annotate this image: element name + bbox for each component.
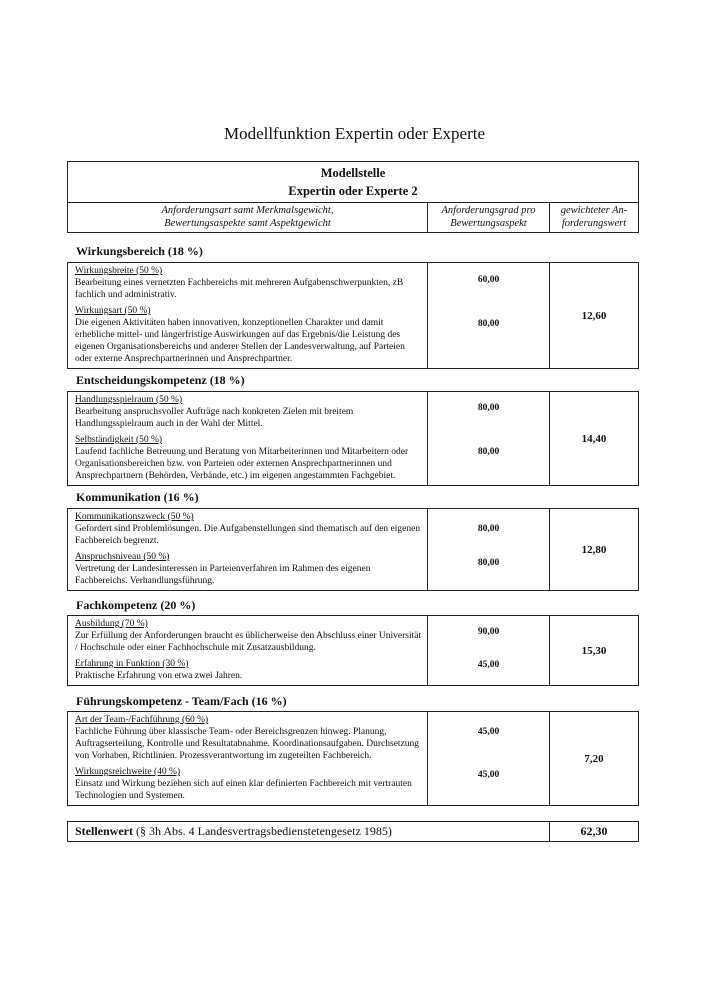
section-table-wirkungsbereich xyxy=(67,262,639,369)
criterion-name: Selbständigkeit (50 %) xyxy=(75,435,163,445)
criteria-cell xyxy=(68,509,428,591)
section-table-entscheidungskompetenz xyxy=(67,391,639,486)
criterion-name: Wirkungsart (50 %) xyxy=(75,306,151,316)
criterion-text: Fachliche Führung über klassische Team- oder Bereichsgrenzen hinweg. Planung, Auftragserteilung, Kontrolle und Resultatabnahme. Koordinationsaufgaben. Durchsetzung von Vorhaben, Richtlinien. Prozessverantwortung im zugeteilten Fachbereich. xyxy=(75,727,420,761)
grade-cell xyxy=(428,616,550,686)
header-title-cell xyxy=(68,162,639,203)
page-title: Modellfunktion Expertin oder Experte xyxy=(223,124,486,143)
criterion-item xyxy=(75,618,423,654)
total-table xyxy=(67,821,639,842)
grade-value: 45,00 xyxy=(477,660,500,670)
section-table-kommunikation xyxy=(67,508,639,591)
total-reference: (§ 3h Abs. 4 Landesvertragsbedienstetengesetz 1985) xyxy=(135,824,392,838)
criterion-item xyxy=(75,511,423,547)
criterion-item xyxy=(75,265,423,301)
criterion-text: Vertretung der Landesinteressen in Parteienverfahren im Rahmen des eigenen Fachbereichs. Verhandlungsführung. xyxy=(75,564,371,586)
criterion-item xyxy=(75,305,423,365)
section-heading-fachkompetenz: Fachkompetenz (20 %) xyxy=(76,598,196,612)
grade-cell xyxy=(428,263,550,369)
criteria-cell xyxy=(68,616,428,686)
section-heading-wirkungsbereich: Wirkungsbereich (18 %) xyxy=(76,244,203,258)
criterion-text: Bearbeitung eines vernetzten Fachbereichs mit mehreren Aufgabenschwerpunkten, zB fachlich und administrativ. xyxy=(75,278,404,300)
criteria-cell xyxy=(68,392,428,486)
grade-value: 80,00 xyxy=(477,403,500,413)
criterion-name: Ausbildung (70 %) xyxy=(75,619,148,629)
grade-value: 80,00 xyxy=(477,524,500,534)
criterion-name: Erfahrung in Funktion (30 %) xyxy=(75,659,189,669)
grade-value: 80,00 xyxy=(477,558,500,568)
grade-value: 90,00 xyxy=(477,627,500,637)
criterion-text: Laufend fachliche Betreuung und Beratung von Mitarbeiterinnen und Mitarbeitern oder Organisationsbereichen bzw. von Parteien oder externen Ansprechpartnerinnen und Ansprechpartnern (Behörden, Verbände, etc.) im eigenen angestammten Fachgebiet. xyxy=(75,447,409,481)
grade-value: 80,00 xyxy=(477,319,500,329)
weighted-value: 7,20 xyxy=(550,712,639,806)
section-table-fachkompetenz xyxy=(67,615,639,686)
criterion-text: Zur Erfüllung der Anforderungen braucht es üblicherweise den Abschluss einer Universität / Hochschule oder einer Fachhochschule mit Zusatzausbildung. xyxy=(75,631,422,653)
criterion-item xyxy=(75,394,423,430)
criterion-name: Wirkungsbreite (50 %) xyxy=(75,266,163,276)
criteria-cell xyxy=(68,712,428,806)
column-header-weighted: gewichteter An- forderungswert xyxy=(550,203,639,233)
criterion-text: Die eigenen Aktivitäten haben innovativen, konzeptionellen Charakter und damit erhebliche mittel- und längerfristige Auswirkungen auf das Ergebnis/die Leistung des eigenen Organisationsbereichs und anderer Stellen der Landesverwaltung, auf Parteien oder externe Ansprechpartnerinnen und Ansprechpartner. xyxy=(75,318,405,364)
total-label-cell xyxy=(68,822,550,842)
criterion-item xyxy=(75,434,423,482)
grade-value: 45,00 xyxy=(477,727,500,737)
criterion-item xyxy=(75,551,423,587)
criterion-text: Gefordert sind Problemlösungen. Die Aufgabenstellungen sind thematisch auf den eigenen Fachbereich begrenzt. xyxy=(75,524,421,546)
section-table-fuehrungskompetenz xyxy=(67,711,639,806)
weighted-value: 12,60 xyxy=(550,263,639,369)
grade-cell xyxy=(428,392,550,486)
criterion-text: Einsatz und Wirkung beziehen sich auf einen klar definierten Fachbereich mit vertrauten Technologien und Systemen. xyxy=(75,779,412,801)
criterion-text: Bearbeitung anspruchsvoller Aufträge nach konkreten Zielen mit breitem Handlungsspielraum auch in der Wahl der Mittel. xyxy=(75,407,354,429)
criterion-text: Praktische Erfahrung von etwa zwei Jahren. xyxy=(75,671,243,681)
weighted-value: 14,40 xyxy=(550,392,639,486)
weighted-value: 12,80 xyxy=(550,509,639,591)
column-header-criteria: Anforderungsart samt Merkmalsgewicht, Bewertungsaspekte samt Aspektgewicht xyxy=(68,203,428,233)
criterion-item xyxy=(75,766,423,802)
criterion-name: Handlungsspielraum (50 %) xyxy=(75,395,183,405)
criterion-name: Art der Team-/Fachführung (60 %) xyxy=(75,715,209,725)
grade-cell xyxy=(428,712,550,806)
grade-value: 45,00 xyxy=(477,770,500,780)
section-heading-kommunikation: Kommunikation (16 %) xyxy=(76,490,199,504)
weighted-value: 15,30 xyxy=(550,616,639,686)
grade-cell xyxy=(428,509,550,591)
total-label: Stellenwert xyxy=(75,824,133,838)
criterion-item xyxy=(75,658,423,682)
total-value: 62,30 xyxy=(550,822,639,842)
section-heading-entscheidungskompetenz: Entscheidungskompetenz (18 %) xyxy=(76,373,245,387)
criteria-cell xyxy=(68,263,428,369)
column-header-grade: Anforderungsgrad pro Bewertungsaspekt xyxy=(428,203,550,233)
criterion-name: Kommunikationszweck (50 %) xyxy=(75,512,194,522)
header-line1: Modellstelle xyxy=(320,166,386,180)
criterion-name: Wirkungsreichweite (40 %) xyxy=(75,767,181,777)
header-line2: Expertin oder Experte 2 xyxy=(288,184,418,198)
criterion-item xyxy=(75,714,423,762)
section-heading-fuehrungskompetenz: Führungskompetenz - Team/Fach (16 %) xyxy=(76,694,287,708)
header-table xyxy=(67,161,639,233)
grade-value: 60,00 xyxy=(477,275,500,285)
criterion-name: Anspruchsniveau (50 %) xyxy=(75,552,170,562)
grade-value: 80,00 xyxy=(477,447,500,457)
